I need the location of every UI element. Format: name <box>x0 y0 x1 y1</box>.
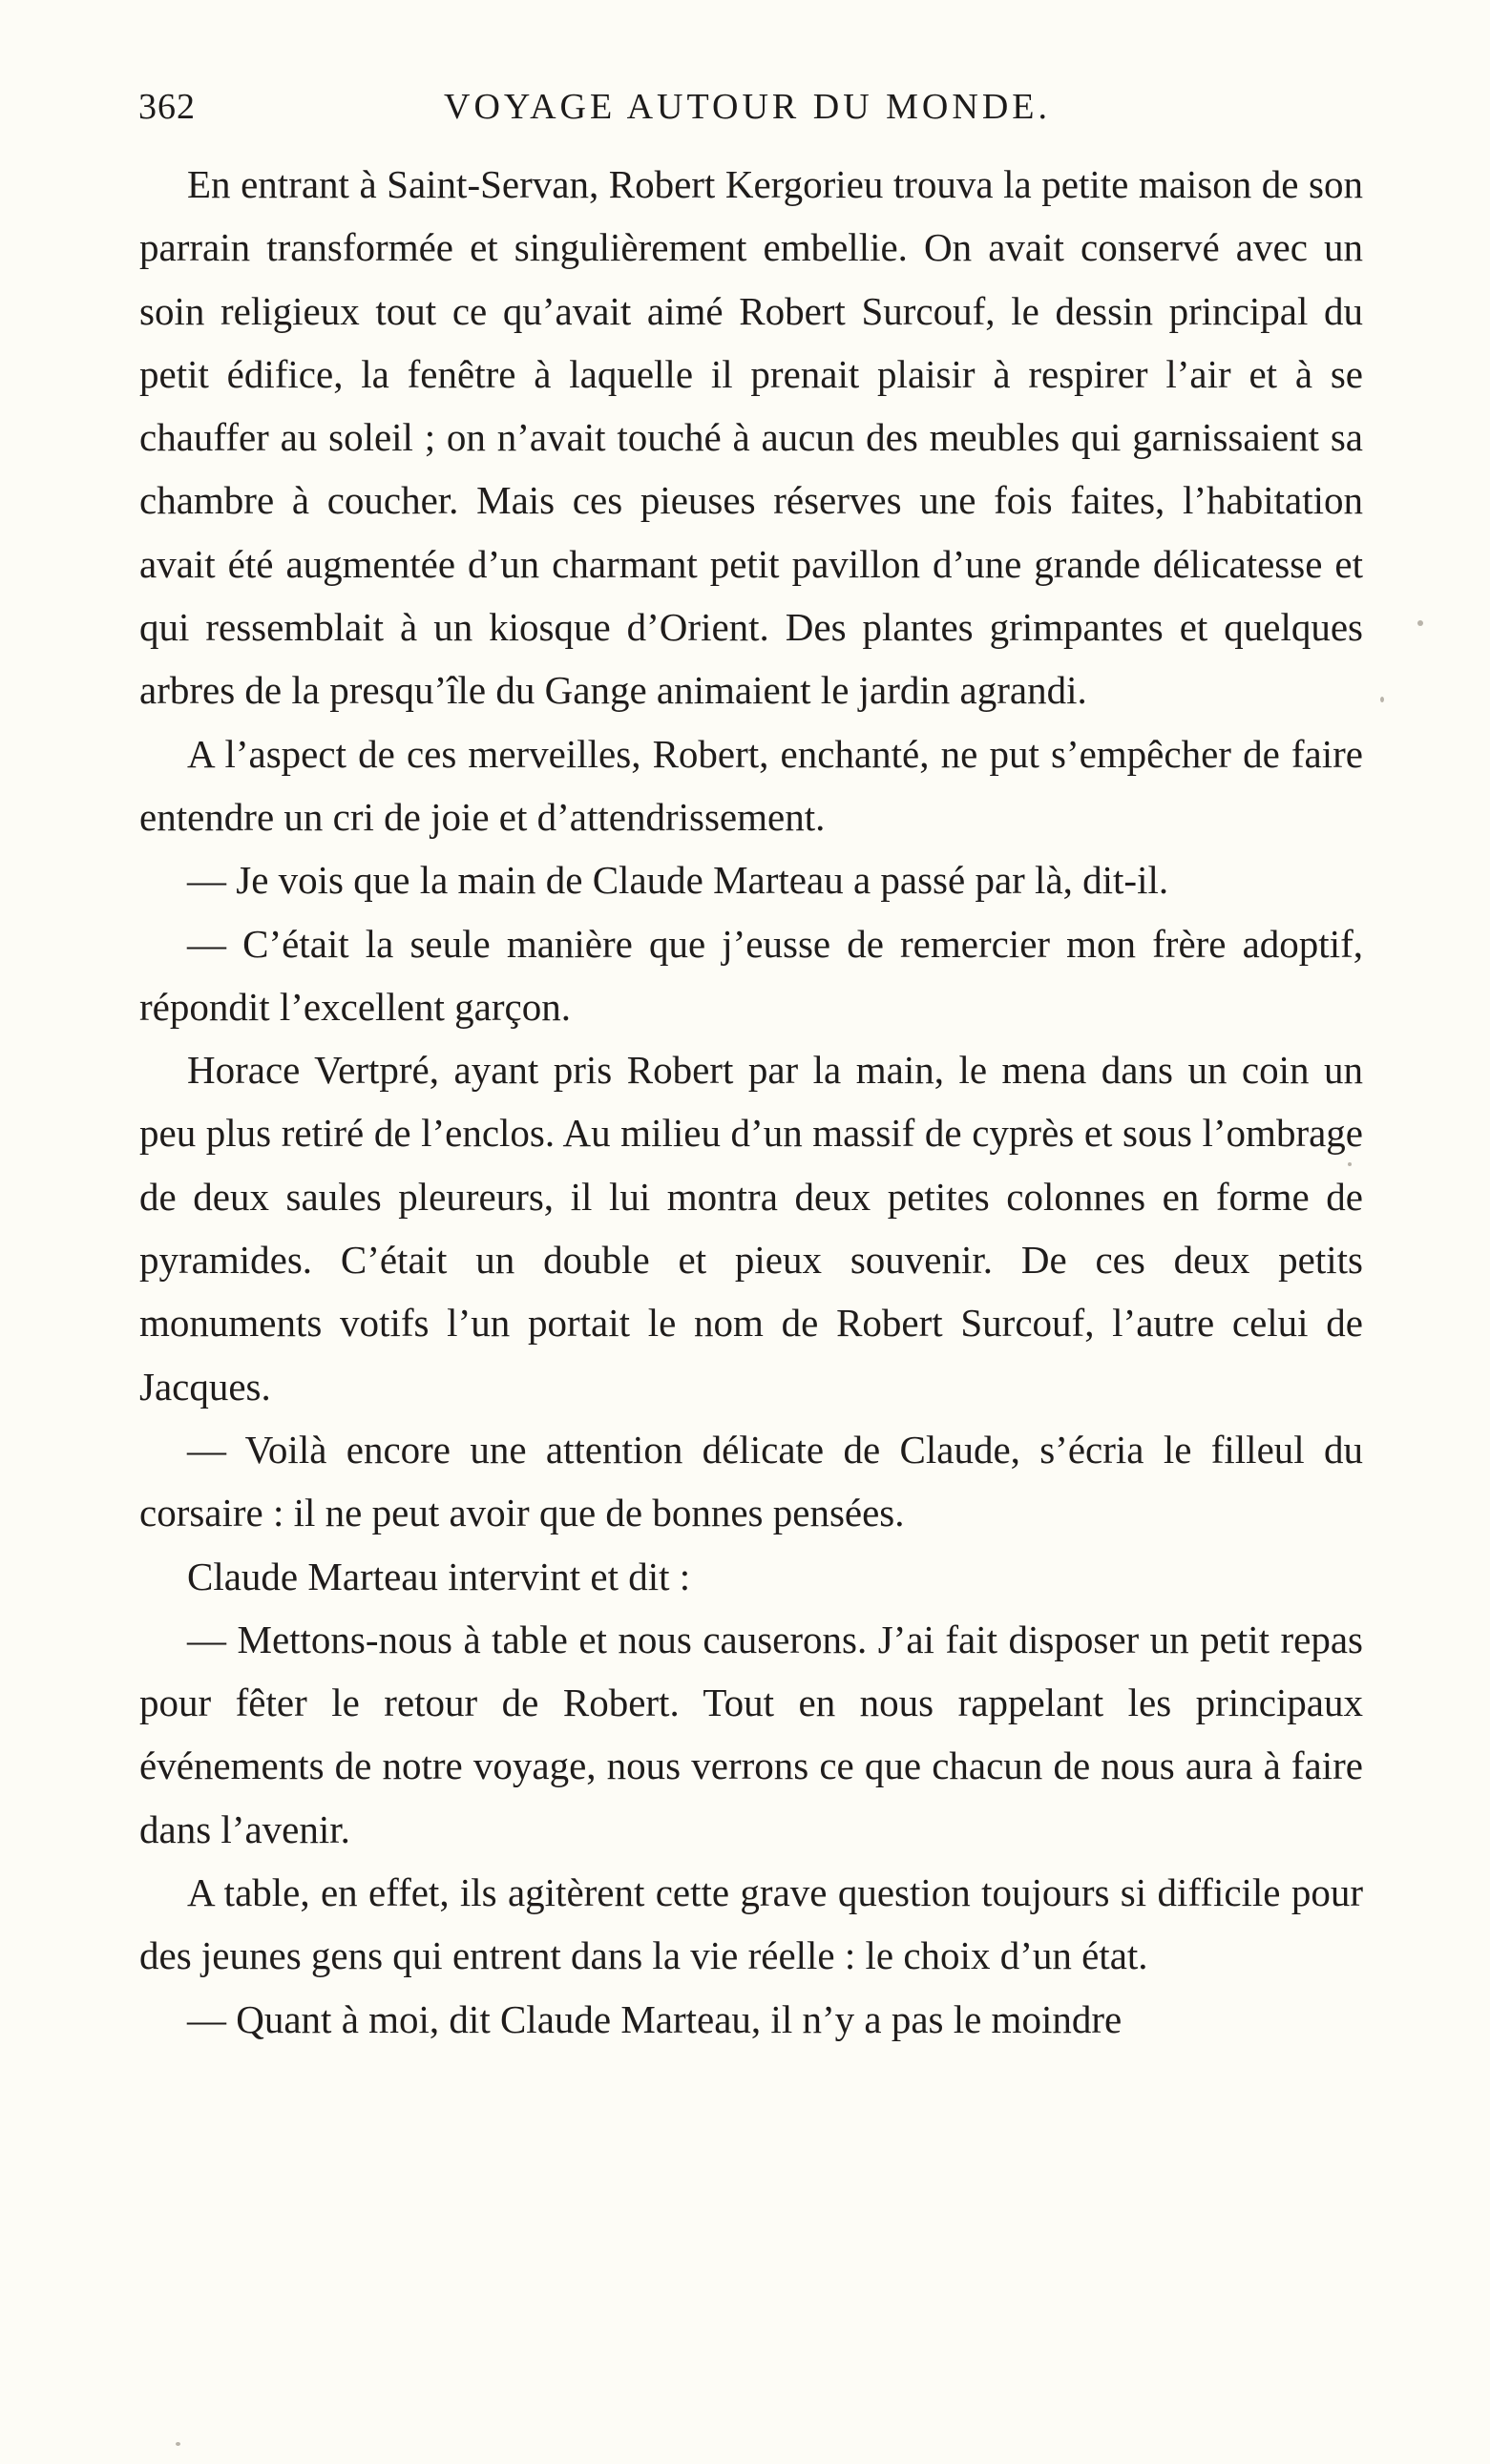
running-head <box>138 86 1360 134</box>
paragraph: — Je vois que la main de Claude Marteau a passé par là, dit-il. <box>187 858 1169 903</box>
paragraph: — Voilà encore une attention délicate de Claude, s’écria le filleul du corsaire : il ne peut avoir que de bonnes pensées. <box>139 1427 1363 1535</box>
paper-speck <box>1380 697 1384 702</box>
paper-speck <box>176 2442 180 2446</box>
paragraph: Horace Vertpré, ayant pris Robert par la main, le mena dans un coin un peu plus retiré de l’enclos. Au milieu d’un massif de cyprès et sous l’ombrage de deux saules pleureurs, il lui montra deux petites colonnes en forme de pyramides. C’était un double et pieux souvenir. De ces deux petits monuments votifs l’un portait le nom de Robert Surcouf, l’autre celui de Jacques. <box>139 1048 1363 1409</box>
paragraph: — Mettons-nous à table et nous causerons. J’ai fait disposer un petit repas pour fêter le retour de Robert. Tout en nous rappelant les principaux événements de notre voyage, nous verrons ce que chacun de nous aura à faire dans l’avenir. <box>139 1617 1363 1851</box>
body-text <box>139 153 1363 2051</box>
paragraph: — C’était la seule manière que j’eusse de remercier mon frère adoptif, répondit l’excellent garçon. <box>139 921 1363 1029</box>
book-title: VOYAGE AUTOUR DU MONDE. <box>444 87 1051 127</box>
paragraph: A l’aspect de ces merveilles, Robert, enchanté, ne put s’empêcher de faire entendre un cri de joie et d’attendrissement. <box>139 731 1363 839</box>
paper-speck <box>1348 1162 1352 1166</box>
paper-speck <box>1417 620 1423 626</box>
paragraph: En entrant à Saint-Servan, Robert Kergorieu trouva la petite maison de son parrain transformée et singulièrement embellie. On avait conservé avec un soin religieux tout ce qu’avait aimé Robert Surcouf, le dessin principal du petit édifice, la fenêtre à laquelle il prenait plaisir à respirer l’air et à se chauffer au soleil ; on n’avait touché à aucun des meubles qui garnissaient sa chambre à coucher. Mais ces pieuses réserves une fois faites, l’habitation avait été augmentée d’un charmant petit pavillon d’une grande délicatesse et qui ressemblait à un kiosque d’Orient. Des plantes grimpantes et quelques arbres de la presqu’île du Gange animaient le jardin agrandi. <box>139 162 1363 713</box>
paragraph: — Quant à moi, dit Claude Marteau, il n’y a pas le moindre <box>187 1996 1123 2041</box>
page-number: 362 <box>138 87 196 127</box>
paragraph: Claude Marteau intervint et dit : <box>187 1554 691 1598</box>
paragraph: A table, en effet, ils agitèrent cette grave question toujours si difficile pour des jeunes gens qui entrent dans la vie réelle : le choix d’un état. <box>139 1870 1363 1978</box>
